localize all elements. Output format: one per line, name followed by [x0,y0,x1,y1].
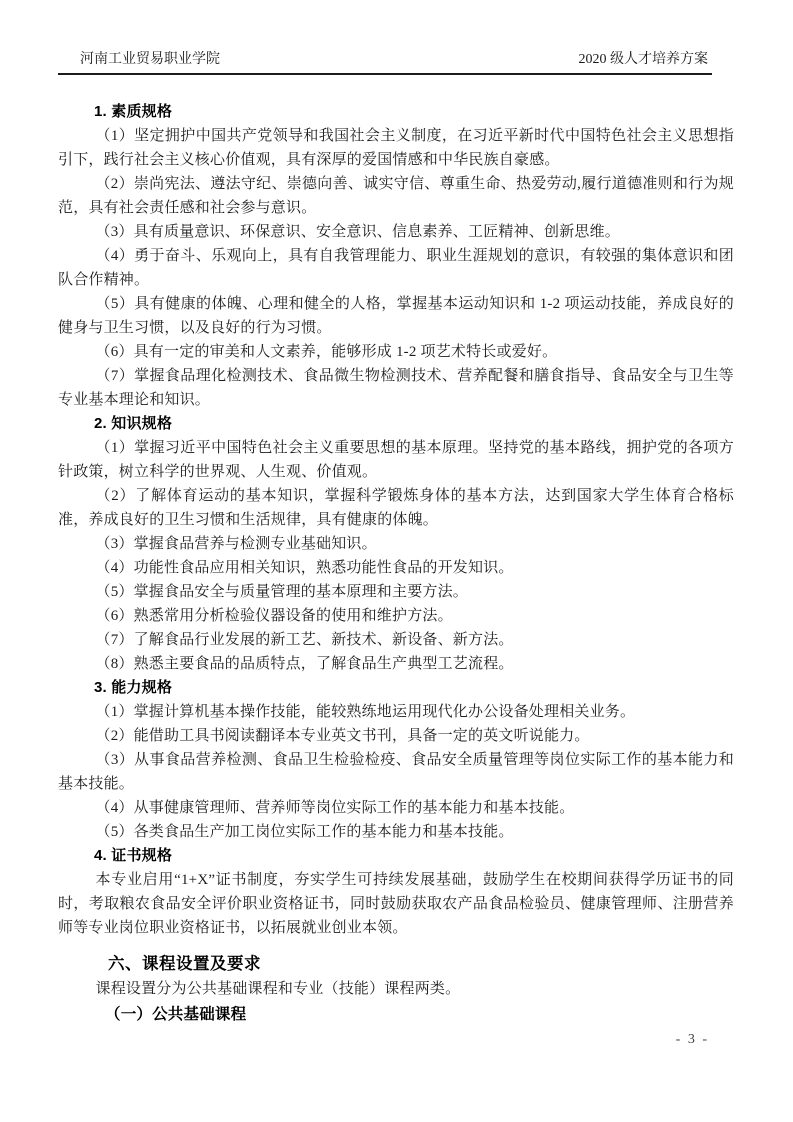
section-heading-quality: 1. 素质规格 [94,103,173,120]
header-school-name: 河南工业贸易职业学院 [80,52,220,67]
section-heading-knowledge: 2. 知识规格 [94,415,173,432]
chapter-heading: 六、课程设置及要求 [108,955,261,973]
paragraph: （6）具有一定的审美和人文素养，能够形成 1-2 项艺术特长或爱好。 [95,344,558,360]
paragraph: （4）勇于奋斗、乐观向上，具有自我管理能力、职业生涯规划的意识，有较强的集体意识和团队合作精神。 [58,248,734,288]
page-number: - 3 - [675,1032,709,1047]
paragraph: （1）坚定拥护中国共产党领导和我国社会主义制度，在习近平新时代中国特色社会主义思想指引下，践行社会主义核心价值观，具有深厚的爱国情感和中华民族自豪感。 [58,128,734,168]
paragraph: （2）崇尚宪法、遵法守纪、崇德向善、诚实守信、尊重生命、热爱劳动,履行道德准则和行为规范，具有社会责任感和社会参与意识。 [58,176,734,216]
header-doc-title: 2020 级人才培养方案 [578,52,708,67]
paragraph: （4）功能性食品应用相关知识，熟悉功能性食品的开发知识。 [95,560,514,576]
paragraph: （3）掌握食品营养与检测专业基础知识。 [95,536,377,552]
section-heading-ability: 3. 能力规格 [94,679,173,696]
paragraph: （8）熟悉主要食品的品质特点，了解食品生产典型工艺流程。 [95,656,514,672]
paragraph: （7）掌握食品理化检测技术、食品微生物检测技术、营养配餐和膳食指导、食品安全与卫生等专业基本理论和知识。 [58,368,734,408]
paragraph: 本专业启用“1+X”证书制度，夯实学生可持续发展基础，鼓励学生在校期间获得学历证书的同时，考取粮农食品安全评价职业资格证书，同时鼓励获取农产品食品检验员、健康管理师、注册营养师等专业岗位职业资格证书，以拓展就业创业本领。 [58,872,734,936]
paragraph: （3）从事食品营养检测、食品卫生检验检疫、食品安全质量管理等岗位实际工作的基本能力和基本技能。 [58,752,734,792]
paragraph: （1）掌握习近平中国特色社会主义重要思想的基本原理。坚持党的基本路线，拥护党的各项方针政策，树立科学的世界观、人生观、价值观。 [58,440,734,480]
subsection-heading: （一）公共基础课程 [105,1006,247,1023]
paragraph: （2）了解体育运动的基本知识，掌握科学锻炼身体的基本方法，达到国家大学生体育合格标准，养成良好的卫生习惯和生活规律，具有健康的体魄。 [58,488,734,528]
page-header [58,50,712,75]
paragraph: （6）熟悉常用分析检验仪器设备的使用和维护方法。 [95,608,453,624]
paragraph: （1）掌握计算机基本操作技能，能较熟练地运用现代化办公设备处理相关业务。 [95,704,636,720]
paragraph: （5）具有健康的体魄、心理和健全的人格，掌握基本运动知识和 1-2 项运动技能，养成良好的健身与卫生习惯，以及良好的行为习惯。 [58,296,734,336]
paragraph: （7）了解食品行业发展的新工艺、新技术、新设备、新方法。 [95,632,514,648]
chapter-intro: 课程设置分为公共基础课程和专业（技能）课程两类。 [95,981,461,997]
section-heading-certificate: 4. 证书规格 [94,847,173,864]
paragraph: （5）各类食品生产加工岗位实际工作的基本能力和基本技能。 [95,824,514,840]
document-body [58,100,734,1027]
paragraph: （2）能借助工具书阅读翻译本专业英文书刊，具备一定的英文听说能力。 [95,728,590,744]
paragraph: （5）掌握食品安全与质量管理的基本原理和主要方法。 [95,584,469,600]
paragraph: （3）具有质量意识、环保意识、安全意识、信息素养、工匠精神、创新思维。 [95,224,621,240]
paragraph: （4）从事健康管理师、营养师等岗位实际工作的基本能力和基本技能。 [95,800,575,816]
